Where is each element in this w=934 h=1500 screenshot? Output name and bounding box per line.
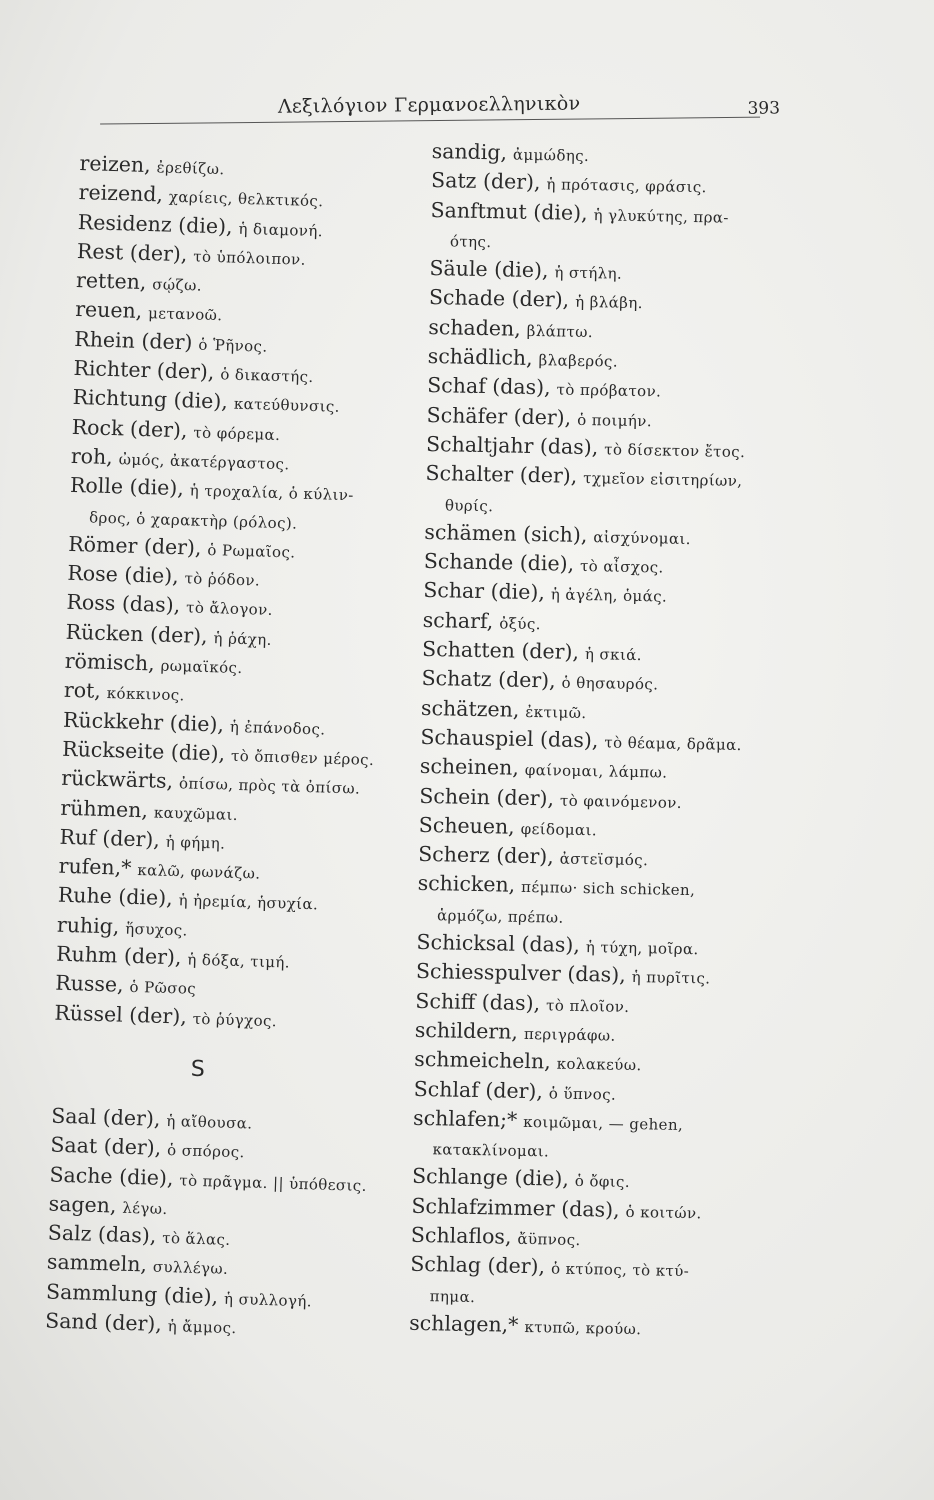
entry-greek-translation: σῴζω. xyxy=(152,275,203,295)
entry-greek-translation: ὠμός, ἀκατέργαστος. xyxy=(118,450,290,474)
entry-greek-translation: βλαβερός. xyxy=(538,351,619,371)
entry-lemma: Schicksal (das), xyxy=(416,929,581,958)
left-column xyxy=(45,150,430,1347)
entry-lemma: Rüssel (der), xyxy=(54,1000,188,1029)
page-number: 393 xyxy=(747,98,781,119)
entry-greek-translation: βλάπτω. xyxy=(526,321,594,341)
entry-lemma: Richtung (die), xyxy=(72,385,229,414)
entry-greek-translation: ἐκτιμῶ. xyxy=(525,702,587,722)
entry-lemma: Satz (der), xyxy=(430,168,541,195)
entry-greek-translation: ὁ δικαστής. xyxy=(220,365,314,387)
entry-lemma: Scheuen, xyxy=(418,812,515,839)
section-letter: S xyxy=(190,1056,206,1083)
entry-lemma: Schatz (der), xyxy=(421,666,556,693)
entry-lemma: Ruhe (die), xyxy=(57,883,174,911)
entry-lemma: Sammlung (die), xyxy=(45,1279,219,1309)
entry-greek-translation: τὸ πρόβατον. xyxy=(556,380,662,401)
entry-greek-translation: κόκκινος. xyxy=(106,684,185,705)
entry-lemma: schaden, xyxy=(428,314,521,341)
header-rule xyxy=(100,117,760,125)
entry-lemma: sammeln, xyxy=(46,1249,148,1277)
entry-greek-translation: ἁρμόζω, πρέπω. xyxy=(436,905,564,927)
entry-greek-translation: τὸ ἅλας. xyxy=(162,1229,231,1250)
entry-lemma: Ross (das), xyxy=(66,590,181,618)
entry-lemma: schlafen;* xyxy=(412,1105,518,1132)
entry-greek-translation: ὁ ὄφις. xyxy=(574,1172,631,1192)
entry-lemma: römisch, xyxy=(64,648,156,676)
entry-lemma: Residenz (die), xyxy=(77,209,233,239)
entry-greek-translation: ἀστεϊσμός. xyxy=(559,849,649,870)
entry-lemma: Schlafzimmer (das), xyxy=(411,1193,620,1222)
entry-lemma: scheinen, xyxy=(419,754,520,781)
entry-lemma: Schande (die), xyxy=(423,549,575,576)
entry-greek-translation: τὸ αἶσχος. xyxy=(579,557,664,577)
entry-greek-translation: ὁ θησαυρός. xyxy=(561,673,659,694)
entry-lemma: rückwärts, xyxy=(61,765,174,794)
entry-lemma: Rückkehr (die), xyxy=(62,707,225,737)
entry-greek-translation: ὁ ὕπνος. xyxy=(548,1083,617,1104)
entry-greek-translation: ἄϋπνος. xyxy=(517,1229,581,1250)
running-title: Λεξιλόγιον Γερμανοελληνικὸν xyxy=(277,92,581,118)
entry-lemma: Schar (die), xyxy=(423,578,546,605)
dictionary-entry xyxy=(409,1310,754,1346)
entry-greek-translation: ἡ στήλη. xyxy=(554,263,623,283)
entry-lemma: schmeicheln, xyxy=(414,1047,551,1074)
entry-greek-translation: φαίνομαι, λάμπω. xyxy=(524,761,668,782)
entry-lemma: Schalter (der), xyxy=(425,461,578,489)
entry-greek-translation: τὸ πλοῖον. xyxy=(545,995,630,1016)
entry-greek-translation: τὸ ῥύγχος. xyxy=(192,1009,278,1030)
entry-lemma: Schade (der), xyxy=(428,285,570,313)
entry-lemma: schätzen, xyxy=(420,695,520,722)
entry-lemma: Schlaflos, xyxy=(410,1222,512,1249)
entry-greek-translation: κολακεύω. xyxy=(556,1054,642,1075)
entry-greek-translation: αἰσχύνομαι. xyxy=(593,528,692,548)
entry-greek-translation: ἐρεθίζω. xyxy=(156,158,225,179)
entry-greek-translation: τὸ ἄλογον. xyxy=(185,598,274,620)
entry-greek-translation: τὸ ῥόδον. xyxy=(184,569,261,590)
entry-lemma: Schauspiel (das), xyxy=(420,724,599,753)
entry-greek-translation: ἡ ἄμμος. xyxy=(167,1317,237,1338)
entry-greek-translation: ὁ Ρῶσος xyxy=(129,978,197,999)
entry-lemma: Russe, xyxy=(54,970,124,997)
entry-greek-translation: ἡ ἐπάνοδος. xyxy=(229,717,326,739)
entry-greek-translation: ἥσυχος. xyxy=(125,919,189,940)
entry-greek-translation: ὀπίσω, πρὸς τὰ ὀπίσω. xyxy=(178,774,361,798)
entry-lemma: roh, xyxy=(70,443,114,470)
entry-greek-translation: ἡ φήμη. xyxy=(165,832,226,853)
entry-lemma: reizend, xyxy=(78,180,164,207)
entry-lemma: Säule (die), xyxy=(429,256,549,283)
entry-greek-translation: συλλέγω. xyxy=(152,1258,229,1279)
entry-lemma: scharf, xyxy=(422,607,494,634)
entry-lemma: Rock (der), xyxy=(71,414,188,442)
entry-lemma: Römer (der), xyxy=(67,531,202,560)
entry-greek-translation: ἡ τύχη, μοῖρα. xyxy=(585,938,699,959)
entry-greek-translation: ἡ πρότασις, φράσις. xyxy=(546,175,707,197)
entry-lemma: Sanftmut (die), xyxy=(430,197,588,225)
entry-greek-translation: χαρίεις, θελκτικός. xyxy=(168,187,324,211)
entry-greek-translation: καυχῶμαι. xyxy=(153,803,239,824)
entry-greek-translation: ἡ διαμονή. xyxy=(238,219,324,240)
entry-lemma: Schlag (der), xyxy=(410,1252,546,1279)
entry-greek-translation: ἡ ἀγέλη, ὁμάς. xyxy=(550,585,668,607)
entry-greek-translation: θυρίς. xyxy=(444,495,494,515)
entry-greek-translation: ότης. xyxy=(449,232,492,252)
entry-lemma: rühmen, xyxy=(60,795,149,822)
right-column xyxy=(409,138,777,1346)
entry-lemma: Schäfer (der), xyxy=(426,402,572,430)
entry-greek-translation: δρος, ὁ χαρακτὴρ (ρόλος). xyxy=(88,507,298,533)
entry-lemma: Schiesspulver (das), xyxy=(415,959,626,988)
entry-greek-translation: κατακλίνομαι. xyxy=(432,1140,550,1161)
entry-lemma: Schlange (die), xyxy=(411,1164,570,1192)
entry-lemma: Schlaf (der), xyxy=(413,1076,544,1103)
entry-lemma: Schein (der), xyxy=(419,783,555,810)
entry-lemma: reizen, xyxy=(79,150,152,178)
entry-greek-translation: ὀξύς. xyxy=(499,614,542,633)
page-header xyxy=(100,88,780,135)
entry-lemma: Rücken (der), xyxy=(65,619,208,648)
entry-greek-translation: ὁ σπόρος. xyxy=(166,1141,245,1162)
entry-lemma: ruhig, xyxy=(56,912,120,939)
entry-lemma: Ruf (der), xyxy=(59,824,161,852)
entry-greek-translation: κοιμῶμαι, — gehen, xyxy=(523,1112,684,1134)
entry-greek-translation: ἡ πυρῖτις. xyxy=(631,968,711,988)
entry-lemma: Schiff (das), xyxy=(415,988,541,1015)
entry-greek-translation: τὸ φαινόμενον. xyxy=(559,791,683,812)
entry-greek-translation: φείδομαι. xyxy=(520,819,598,840)
entry-lemma: Rolle (die), xyxy=(69,473,185,501)
entry-greek-translation: μετανοῶ. xyxy=(147,304,223,325)
entry-greek-translation: περιγράφω. xyxy=(523,1024,616,1045)
entry-lemma: schämen (sich), xyxy=(424,519,588,547)
entry-lemma: Rückseite (die), xyxy=(61,736,226,766)
entry-lemma: Salz (das), xyxy=(47,1220,157,1248)
entry-greek-translation: τὸ θέαμα, δρᾶμα. xyxy=(604,733,742,754)
entry-lemma: Saat (der), xyxy=(50,1132,162,1161)
entry-greek-translation: ἡ ῥάχη. xyxy=(213,628,273,649)
entry-lemma: Rose (die), xyxy=(67,560,180,589)
entry-greek-translation: τὸ ὄπισθεν μέρος. xyxy=(230,746,375,769)
entry-greek-translation: ὁ κτύπος, τὸ κτύ- xyxy=(550,1259,690,1281)
entry-greek-translation: ἡ σκιά. xyxy=(584,645,643,665)
entry-greek-translation: πέμπω· sich schicken, xyxy=(520,878,696,900)
entry-greek-translation: τχμεῖον εἰσιτηρίων, xyxy=(583,469,743,491)
entry-lemma: Ruhm (der), xyxy=(55,941,182,970)
entry-lemma: Richter (der), xyxy=(73,355,215,385)
entry-lemma: Scherz (der), xyxy=(418,841,555,869)
entry-greek-translation: τὸ φόρεμα. xyxy=(193,423,281,444)
entry-lemma: schildern, xyxy=(414,1017,519,1044)
entry-greek-translation: ἡ ἠρεμία, ἡσυχία. xyxy=(178,891,319,914)
entry-lemma: sandig, xyxy=(431,138,508,165)
entry-lemma: schicken, xyxy=(417,871,516,898)
entry-greek-translation: ἡ τροχαλία, ὁ κύλιν- xyxy=(189,481,355,505)
entry-greek-translation: ἡ αἴθουσα. xyxy=(166,1111,253,1133)
entry-lemma: retten, xyxy=(75,268,147,295)
entry-lemma: schlagen,* xyxy=(409,1310,519,1337)
entry-greek-translation: ὁ Ῥῆνος. xyxy=(198,335,268,356)
entry-lemma: Schaf (das), xyxy=(427,373,551,400)
entry-greek-translation: κτυπῶ, κρούω. xyxy=(524,1317,642,1339)
entry-greek-translation: τὸ πρᾶγμα. || ὑπόθεσις. xyxy=(179,1170,368,1195)
entry-lemma: Sache (die), xyxy=(49,1162,174,1190)
entry-lemma: rufen,* xyxy=(58,853,132,880)
entry-lemma: rot, xyxy=(63,678,102,704)
entry-greek-translation: ἡ γλυκύτης, πρα- xyxy=(593,205,730,227)
entry-lemma: Rest (der), xyxy=(76,238,188,267)
entry-greek-translation: ἡ δόξα, τιμή. xyxy=(187,950,291,972)
entry-lemma: Sand (der), xyxy=(44,1308,163,1336)
entry-lemma: Schatten (der), xyxy=(421,636,580,664)
entry-greek-translation: ὁ κοιτών. xyxy=(625,1202,702,1223)
entry-greek-translation: ὁ ποιμήν. xyxy=(577,410,653,430)
entry-greek-translation: ἡ βλάβη. xyxy=(574,293,644,313)
entry-lemma: schädlich, xyxy=(427,344,533,371)
entry-greek-translation: ἀμμώδης. xyxy=(512,145,590,166)
entry-greek-translation: λέγω. xyxy=(122,1198,168,1218)
entry-lemma: Schaltjahr (das), xyxy=(425,431,599,460)
entry-lemma: reuen, xyxy=(74,297,143,324)
entry-greek-translation: τὸ δίσεκτον ἔτος. xyxy=(604,440,746,462)
entry-lemma: sagen, xyxy=(48,1191,117,1218)
entry-greek-translation: καλῶ, φωνάζω. xyxy=(137,861,261,883)
entry-greek-translation: κατεύθυνσις. xyxy=(233,395,341,417)
entry-greek-translation: τὸ ὑπόλοιπον. xyxy=(193,247,307,269)
entry-lemma: Rhein (der) xyxy=(74,326,193,355)
entry-greek-translation: ρωμαϊκός. xyxy=(160,656,243,678)
entry-greek-translation: ἡ συλλογή. xyxy=(223,1289,313,1311)
entry-greek-translation: πημα. xyxy=(429,1286,476,1306)
entry-greek-translation: ὁ Ρωμαῖος. xyxy=(207,540,296,562)
entry-lemma: Saal (der), xyxy=(50,1103,161,1131)
